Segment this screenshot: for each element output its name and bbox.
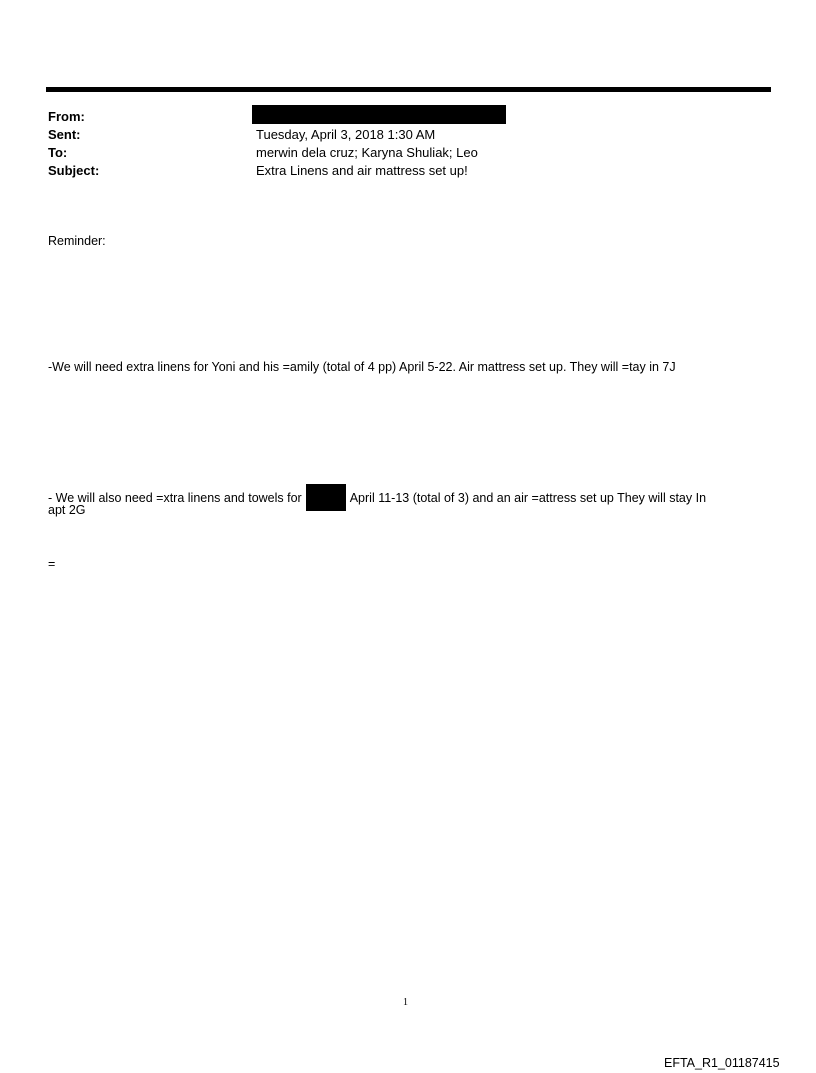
page-number: 1 [403, 997, 408, 1008]
paragraph-linens-yoni: -We will need extra linens for Yoni and his =amily (total of 4 pp) April 5-22. Air mattress set up. They will =tay in 7J [48, 360, 676, 374]
paragraph-linens-guests-end: April 11-13 (total of 3) and an air =attress set up They will stay In [349, 490, 707, 505]
to-value: merwin dela cruz; Karyna Shuliak; Leo [256, 145, 478, 160]
from-label: From: [48, 109, 85, 124]
paragraph-linens-guests-start: - We will also need =xtra linens and towels for [48, 490, 302, 505]
paragraph-linens-guests-line2: apt 2G [48, 503, 86, 517]
header-rule [46, 87, 771, 92]
sent-label: Sent: [48, 127, 81, 142]
to-label: To: [48, 145, 68, 160]
reminder-text: Reminder: [48, 234, 106, 248]
subject-label: Subject: [48, 163, 100, 178]
trailing-equals: = [48, 557, 56, 571]
from-redaction [252, 105, 506, 124]
sent-value: Tuesday, April 3, 2018 1:30 AM [256, 127, 436, 142]
subject-value: Extra Linens and air mattress set up! [256, 163, 468, 178]
name-redaction [306, 484, 346, 511]
document-id: EFTA_R1_01187415 [664, 1056, 780, 1070]
paragraph-linens-guests [48, 485, 706, 512]
